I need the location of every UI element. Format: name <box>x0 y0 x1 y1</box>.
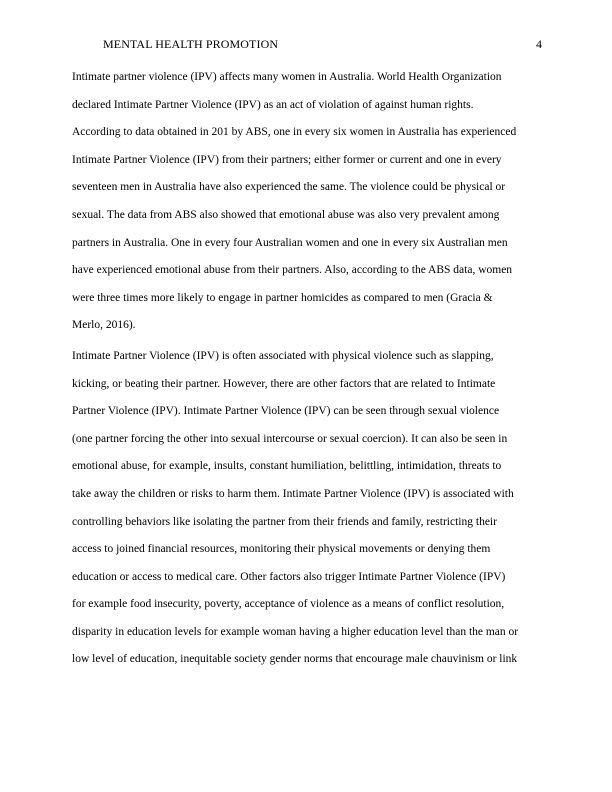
text-line: kicking, or beating their partner. However, there are other factors that are related to Intimate <box>72 377 496 390</box>
text-line: Intimate Partner Violence (IPV) from their partners; either former or current and one in every <box>72 153 502 166</box>
text-line: partners in Australia. One in every four Australian women and one in every six Australian men <box>72 236 508 249</box>
running-head: MENTAL HEALTH PROMOTION <box>103 37 279 51</box>
text-line: have experienced emotional abuse from their partners. Also, according to the ABS data, women <box>72 264 513 277</box>
text-line: Intimate partner violence (IPV) affects many women in Australia. World Health Organization <box>72 71 502 83</box>
paragraph-2 <box>72 343 544 674</box>
text-line: Intimate Partner Violence (IPV) is often associated with physical violence such as slapping, <box>72 349 494 362</box>
text-line: emotional abuse, for example, insults, constant humiliation, belittling, intimidation, threats to <box>72 460 502 473</box>
text-line: take away the children or risks to harm them. Intimate Partner Violence (IPV) is associated with <box>72 487 514 500</box>
body-text <box>72 64 544 674</box>
text-line: sexual. The data from ABS also showed that emotional abuse was also very prevalent among <box>72 208 500 221</box>
text-line: Merlo, 2016). <box>72 319 136 332</box>
page-number: 4 <box>536 37 542 51</box>
text-line: disparity in education levels for example woman having a higher education level than the man or <box>72 625 519 638</box>
text-line: were three times more likely to engage in partner homicides as compared to men (Gracia & <box>72 291 493 304</box>
text-line: seventeen men in Australia have also experienced the same. The violence could be physical or <box>72 181 506 194</box>
text-line: declared Intimate Partner Violence (IPV) as an act of violation of against human rights. <box>72 98 474 111</box>
text-line: controlling behaviors like isolating the partner from their friends and family, restricting their <box>72 515 497 528</box>
text-line: access to joined financial resources, monitoring their physical movements or denying them <box>72 543 491 556</box>
text-line: (one partner forcing the other into sexual intercourse or sexual coercion). It can also be seen in <box>72 432 508 445</box>
text-line: education or access to medical care. Other factors also trigger Intimate Partner Violence (IPV) <box>72 570 506 583</box>
text-line: for example food insecurity, poverty, acceptance of violence as a means of conflict resolution, <box>72 598 505 611</box>
text-line: low level of education, inequitable society gender norms that encourage male chauvinism or link <box>72 653 518 666</box>
paragraph-1 <box>72 64 544 340</box>
text-line: According to data obtained in 201 by ABS, one in every six women in Australia has experienced <box>72 126 517 139</box>
text-line: Partner Violence (IPV). Intimate Partner Violence (IPV) can be seen through sexual violence <box>72 405 500 418</box>
